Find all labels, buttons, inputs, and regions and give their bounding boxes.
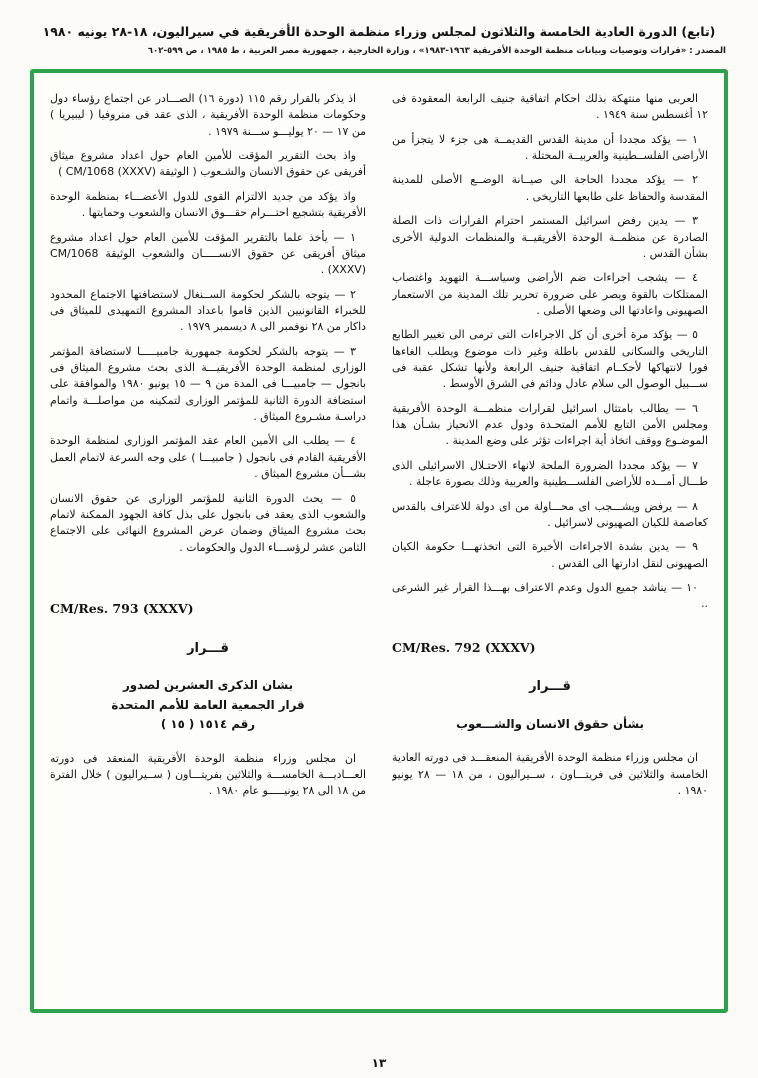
resolution-clause: اذ يذكر بالقرار رقم ١١٥ (دورة ١٦) الصـــادر عن اجتماع رؤساء دول وحكومات منظمة الوحدة الأفريقية ، الذى عقد فى منروفيا ( ليبيريا ) من ١٧ — ٢٠ يوليـــو ســـنة ١٩٧٩ . (50, 92, 366, 138)
resolution-ref-793: CM/Res. 793 (XXXV) (50, 600, 194, 616)
resolution-preamble: ان مجلس وزراء منظمة الوحدة الأفريقية المنعقـــد فى دورته العادية الخامسة والثلاثين فى فريتـــاون ، ســيراليون ، من ١٨ — ٢٨ يونيو ١٩٨٠ . (392, 751, 708, 798)
resolution-clause: ٢ — يتوجه بالشكر لحكومة الســنغال لاستضافتها الاجتماع المحدود للخبراء القانونيين الذين قاموا باعداد المشروع التمهيدى للميثاق فى داكار من ٢٨ نوفمبر الى ٨ ديسمبر ١٩٧٩ . (50, 287, 366, 334)
source-citation: المصدر : «قرارات وتوصيات وبيانات منظمة الوحدة الأفريقية ١٩٦٣-١٩٨٣» ، وزارة الخارجية ، جمهورية مصر العربية ، ط ١٩٨٥ ، ص ٥٩٩-٦٠٢ (147, 46, 726, 56)
resolution-clause: ٤ — يشجب اجراءات ضم الأراضى وسياســـة التهويد واغتصاب الممتلكات بالقوة ويصر على ضرورة تحرير تلك المدينة من الاستعمار الصهيونى واعادتها الى وضعها الأصلى . (392, 271, 708, 317)
resolution-clause: ٨ — يرفض ويشـــجب اى محـــاولة من اى دولة للاعتراف بالقدس كعاصمة للكيان الصهيونى لاسرائيل . (392, 499, 708, 529)
resolution-preamble: ان مجلس وزراء منظمة الوحدة الأفريقية المنعقد فى دورته العـــاديـــة الخامســـة والثلاثين بفريتـــاون ( ســيراليون ) خلال الفترة من ١٨ الى ٢٨ يونيـــــو عام ١٩٨٠ . (50, 751, 366, 798)
resolution-clause: ١ — يؤكد مجددا أن مدينة القدس القديمــة هى جزء لا يتجزأ من الأراضى الفلســطينية والعربيــة المحتلة . (392, 132, 708, 163)
resolution-clause: ٣ — يدين رفض اسرائيل المستمر احترام القرارات ذات الصلة الصادرة عن منظمــة الوحدة الأفريقيــة والمنظمات الدولية الأخرى بشأن القدس . (392, 214, 708, 260)
page-number: ١٣ (371, 1056, 387, 1070)
resolution-clause: ٣ — يتوجه بالشكر لحكومة جمهورية جامبيـــــا لاستضافة المؤتمر الوزارى لمنظمة الوحدة الأفريقيـــة الذى بحث مشروع الميثاق فى بانجول — جامبيـــا فى المدة من ٩ — ١٥ يونيو ١٩٨٠ والموافقة على استضافة الدورة الثانية للمؤتمر الوزارى لتمكينه من مواصلـــة واتمام دراسـة مشـروع الميثاق . (50, 344, 366, 424)
resolution-clause: ٥ — يؤكد مرة أخرى أن كل الاجراءات التى ترمى الى تغيير الطابع التاريخى والسكانى للقدس باطلة وغير ذات موضوع ويطلب الغاءها فورا لانتهاكها لأحكــام اتفاقية جنيف الرابعة ولأنها تشكل عقبة فى ســـبيل الوصول الى سلام عادل ودائم فى الشرق الأوسط . (392, 328, 708, 391)
subject-line: بشان الذكرى العشرين لصدور (122, 678, 294, 693)
right-column (392, 91, 708, 993)
resolution-clause: ٤ — يطلب الى الأمين العام عقد المؤتمر الوزارى لمنظمة الوحدة الأفريقية القادم فى بانجول ( جامبيـــا ) على وجه السرعة لاتمام العمل بشـــأن مشروع الميثاق . (50, 434, 366, 481)
resolution-heading: قـــرار (529, 679, 571, 695)
resolution-clause: واذ يؤكد من جديد الالتزام القوى للدول الأعضـــاء بمنظمة الوحدة الأفريقية بتشجيع احتـــرام حقـــوق الانسان والشعوب وحمايتها . (50, 189, 366, 220)
resolution-clause: ٢ — يؤكد مجددا الحاجة الى صيــانة الوضــع الأصلى للمدينة المقدسة والحفاظ على طابعها التاريخى . (392, 173, 708, 203)
resolution-clause: ٥ — يحث الدورة الثانية للمؤتمر الوزارى عن حقوق الانسان والشعوب الذى يعقد فى بانجول على بذل كافة الجهود الممكنة لاتمام بحث مشروع الميثاق وضمان عرض المشروع النهائى على الاجتماع الثامن عشر لرؤســـاء الدول والحكومات . (50, 491, 366, 554)
paragraph: العربى منها منتهكة بذلك احكام اتفاقية جنيف الرابعة المعقودة فى ١٢ أغسطس سنة ١٩٤٩ . (392, 92, 708, 122)
resolution-clause: ٩ — يدين بشدة الاجراءات الأخيرة التى اتخذتهـــا حكومة الكيان الصهيونى لنقل ادارتها الى القدس . (392, 540, 708, 570)
resolution-subject: بشأن حقوق الانسان والشـــعوب (456, 716, 644, 731)
subject-line: رقم ١٥١٤ ( ١٥ ) (160, 717, 256, 732)
session-title: (تابع) الدورة العادية الخامسة والثلاثون لمجلس وزراء منظمة الوحدة الأفريقية في سيراليون، ١٨-٢٨ يونيه ١٩٨٠ (42, 24, 716, 39)
resolution-clause: ١ — يأخذ علما بالتقرير المؤقت للأمين العام حول اعداد مشروع ميثاق أفريقى عن حقوق الانســـــان والشعوب الوثيقة CM/1068 (XXXV) . (50, 230, 366, 277)
subject-line: قرار الجمعية العامة للأمم المتحدة (111, 697, 305, 712)
two-column-layout (50, 91, 708, 993)
resolution-clause: واذ بحث التقرير المؤقت للأمين العام حول اعداد مشروع ميثاق أفريقى عن حقوق الانسان والشـعوب ( الوثيقة CM/1068 (XXXV) ) (50, 149, 366, 179)
green-border-frame (30, 69, 728, 1013)
resolution-subject (50, 676, 366, 734)
page-header (0, 0, 758, 39)
left-column (50, 91, 366, 993)
resolution-clause: ٧ — يؤكد مجددا الضرورة الملحة لانهاء الاحتـلال الاسرائيلى الذى طـــال أمـــده للأراضى الفلســـطينية والعربية وذلك بصورة عاجلة . (392, 458, 708, 489)
resolution-clause: ١٠ — يناشد جميع الدول وعدم الاعتراف بهـــذا القرار غير الشرعى .. (392, 580, 708, 611)
resolution-clause: ٦ — يطالب بامتثال اسرائيل لقرارات منظمـــة الوحدة الأفريقية ومجلس الأمن التابع للأمم المتحـدة ودول عدم الانحياز بشـأن هذا الموضـوع ووقف اتخاذ أية اجراءات تؤثر على وضع المدينة . (392, 401, 708, 448)
resolution-heading: قـــرار (187, 640, 229, 656)
resolution-ref-792: CM/Res. 792 (XXXV) (392, 639, 536, 655)
